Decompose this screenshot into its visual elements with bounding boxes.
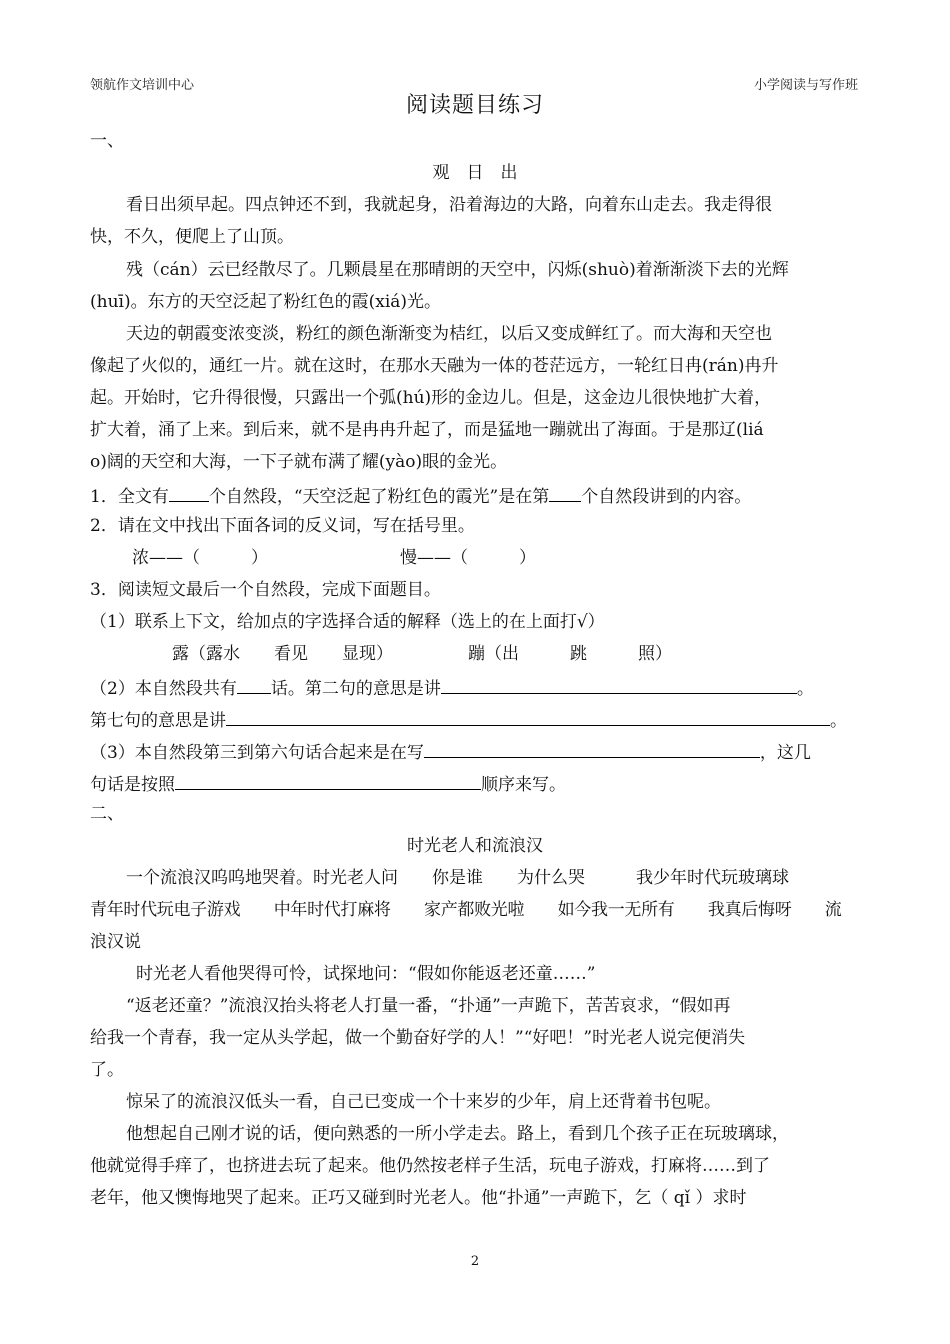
- paragraph-line: 老年，他又懊悔地哭了起来。正巧又碰到时光老人。他“扑通”一声跪下，乞（ qǐ ）求时: [90, 1188, 747, 1208]
- question-3-1: （1）联系上下文，给加点的字选择合适的解释（选上的在上面打√）: [90, 612, 605, 632]
- q3-2-blank-2[interactable]: [441, 676, 797, 694]
- option-group-lu[interactable]: 露（露水 看见 显现）: [172, 644, 393, 664]
- paragraph-line: 看日出须早起。四点钟还不到，我就起身，沿着海边的大路，向着东山走去。我走得很: [126, 195, 772, 215]
- q3-2-text-b: 话。第二句的意思是讲: [270, 679, 441, 699]
- q3-2-blank-1[interactable]: [237, 676, 271, 694]
- paragraph-line: 起。开始时，它升得很慢，只露出一个弧(hú)形的金边儿。但是，这金边儿很快地扩大着，: [90, 388, 772, 408]
- header-left: 领航作文培训中心: [90, 78, 195, 93]
- paragraph-line: o)阔的天空和大海，一下子就布满了耀(yào)眼的金光。: [90, 452, 508, 472]
- q3-3-text-b: ，这几: [759, 743, 811, 763]
- paragraph-line: 扩大着，涌了上来。到后来，就不是冉冉升起了，而是猛地一蹦就出了海面。于是那辽(liá: [90, 420, 764, 440]
- q3-3-text-a: （3）本自然段第三到第六句话合起来是在写: [90, 743, 424, 763]
- q1-blank-1[interactable]: [169, 484, 209, 502]
- page-title: 阅读题目练习: [405, 93, 544, 118]
- paragraph-line: 惊呆了的流浪汉低头一看，自己已变成一个十来岁的少年，肩上还背着书包呢。: [126, 1092, 721, 1112]
- paragraph-line: 他想起自己刚才说的话，便向熟悉的一所小学走去。路上，看到几个孩子正在玩玻璃球，: [126, 1124, 789, 1144]
- q3-3-blank-1[interactable]: [424, 740, 760, 758]
- paragraph-line: 了。: [90, 1060, 124, 1080]
- paragraph-line: 一个流浪汉呜呜地哭着。时光老人问 你是谁 为什么哭 我少年时代玩玻璃球: [126, 868, 789, 888]
- question-2: 2．请在文中找出下面各词的反义词，写在括号里。: [90, 516, 475, 536]
- story-2-title: 时光老人和流浪汉: [407, 836, 543, 856]
- section-2-label: 二、: [90, 804, 124, 824]
- paragraph-line: (huī)。东方的天空泛起了粉红色的霞(xiá)光。: [90, 292, 442, 312]
- paragraph-line: 像起了火似的，通红一片。就在这时，在那水天融为一体的苍茫远方，一轮红日冉(rán)冉升: [90, 356, 779, 376]
- paragraph-line: 浪汉说: [90, 932, 141, 952]
- page-number: 2: [470, 1254, 480, 1269]
- q1-text-b: 个自然段，“天空泛起了粉红色的霞光”是在第: [208, 487, 550, 507]
- paragraph-line: 快，不久，便爬上了山顶。: [90, 227, 294, 247]
- header-right: 小学阅读与写作班: [753, 78, 858, 93]
- q3-2-blank-3[interactable]: [226, 708, 830, 726]
- q3-3-text-d: 顺序来写。: [481, 775, 566, 795]
- paragraph-line: 时光老人看他哭得可怜，试探地问：“假如你能返老还童……”: [136, 964, 596, 984]
- section-1-label: 一、: [90, 131, 124, 151]
- paragraph-line: 残（cán）云已经散尽了。几颗晨星在那晴朗的天空中，闪烁(shuò)着渐渐淡下去的光辉: [126, 260, 789, 280]
- q1-text-c: 个自然段讲到的内容。: [581, 487, 752, 507]
- q3-3-blank-2[interactable]: [175, 772, 481, 790]
- q1-text-a: 1．全文有: [90, 487, 169, 507]
- q3-3-text-c: 句话是按照: [90, 775, 175, 795]
- q3-2-text-e: 。: [830, 711, 847, 731]
- option-group-beng[interactable]: 蹦（出 跳 照）: [468, 644, 672, 664]
- question-3-3: [90, 740, 860, 763]
- question-3-2-cont: [90, 708, 860, 731]
- q3-2-text-d: 第七句的意思是讲: [90, 711, 226, 731]
- q3-2-text-c: 。: [796, 679, 814, 699]
- paragraph-line: 青年时代玩电子游戏 中年时代打麻将 家产都败光啦 如今我一无所有 我真后悔呀 流: [90, 900, 842, 920]
- paragraph-line: 他就觉得手痒了，也挤进去玩了起来。他仍然按老样子生活，玩电子游戏，打麻将……到了: [90, 1156, 770, 1176]
- question-3-3-cont: [90, 772, 860, 795]
- paragraph-line: 给我一个青春，我一定从头学起，做一个勤奋好学的人！”“好吧！”时光老人说完便消失: [90, 1028, 746, 1048]
- antonym-blank-2[interactable]: 慢——（ ）: [400, 548, 536, 568]
- q1-blank-2[interactable]: [549, 484, 581, 502]
- antonym-blank-1[interactable]: 浓——（ ）: [132, 548, 268, 568]
- q3-2-text-a: （2）本自然段共有: [90, 679, 237, 699]
- question-3: 3．阅读短文最后一个自然段，完成下面题目。: [90, 580, 441, 600]
- question-3-2: [90, 676, 860, 699]
- paragraph-line: “返老还童？”流浪汉抬头将老人打量一番，“扑通”一声跪下，苦苦哀求，“假如再: [126, 996, 731, 1016]
- story-1-title: 观 日 出: [432, 163, 518, 183]
- question-1: [90, 484, 860, 507]
- paragraph-line: 天边的朝霞变浓变淡，粉红的颜色渐渐变为桔红，以后又变成鲜红了。而大海和天空也: [126, 324, 772, 344]
